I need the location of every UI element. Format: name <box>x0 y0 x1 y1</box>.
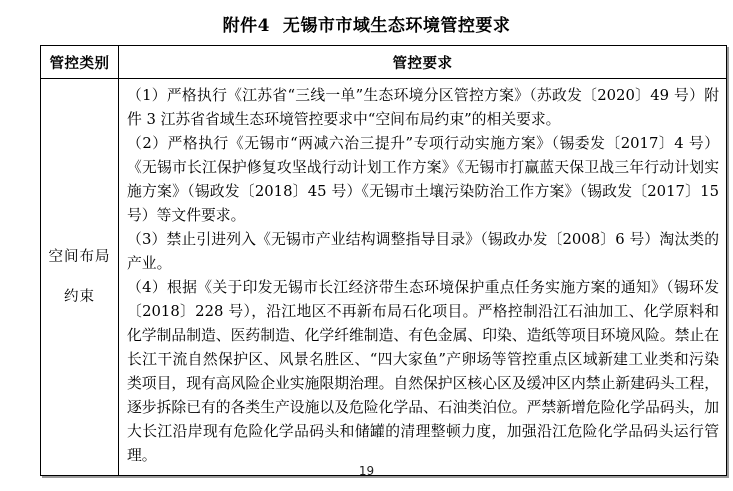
requirement-paragraph-4: （4）根据《关于印发无锡市长江经济带生态环境保护重点任务实施方案的通知》（锡环发〔2018〕228 号），沿江地区不再新布局石化项目。严格控制沿江石油加工、化学原料和化学制品制造、医药制造、化学纤维制造、有色金属、印染、造纸等项目环境风险。禁止在长江干流自然保护区、风景名胜区、“四大家鱼”产卵场等管控重点区域新建工业类和污染类项目，现有高风险企业实施限期治理。自然保护区核心区及缓冲区内禁止新建码头工程，逐步拆除已有的各类生产设施以及危险化学品、石油类泊位。严禁新增危险化学品码头，加大长江沿岸现有危险化学品码头和储罐的清理整顿力度，加强沿江危险化学品码头运行管理。 <box>127 279 719 464</box>
requirements-cell <box>119 79 727 476</box>
page-number: 19 <box>358 464 375 478</box>
document-title: 附件4 无锡市市域生态环境管控要求 <box>222 16 511 36</box>
table-row <box>41 79 727 476</box>
header-control-category: 管控类别 <box>41 46 119 79</box>
requirement-paragraph-1: （1）严格执行《江苏省“三线一单”生态环境分区管控方案》（苏政发〔2020〕49 号）附件 3 江苏省省域生态环境管控要求中“空间布局约束”的相关要求。 <box>127 87 719 128</box>
requirement-paragraph-3: （3）禁止引进列入《无锡市产业结构调整指导目录》（锡政办发〔2008〕6 号）淘汰类的产业。 <box>127 231 719 272</box>
requirement-paragraph-2: （2）严格执行《无锡市“两减六治三提升”专项行动实施方案》（锡委发〔2017〕4 号）《无锡市长江保护修复攻坚战行动计划工作方案》《无锡市打赢蓝天保卫战三年行动计划实施方案》（锡政发〔2018〕45 号）《无锡市土壤污染防治工作方案》（锡政发〔2017〕15 号）等文件要求。 <box>127 135 719 224</box>
control-requirements-table <box>40 45 727 476</box>
category-cell-spatial-layout-constraints: 空间布局约束 <box>41 79 119 476</box>
table-header-row <box>41 46 727 79</box>
header-control-requirements: 管控要求 <box>119 46 727 79</box>
